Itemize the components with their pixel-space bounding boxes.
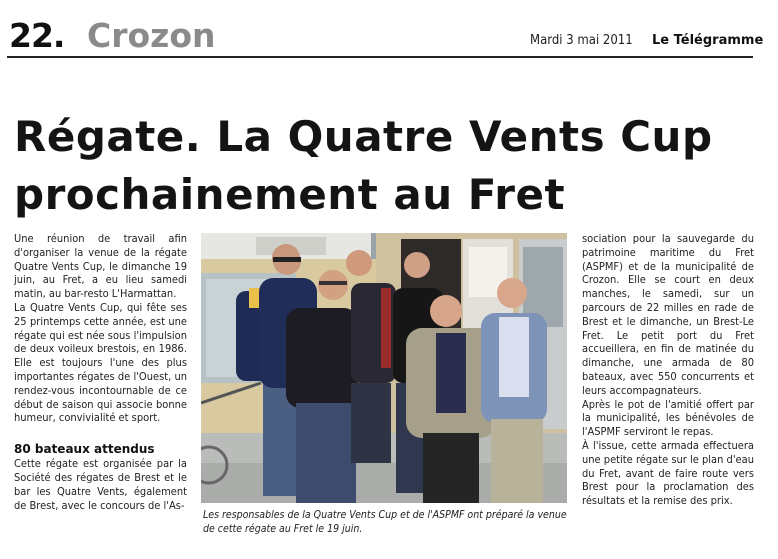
paragraph: Après le pot de l'amitié offert par la municipalité, les bénévoles de l'ASPMF serviront le repas. xyxy=(582,397,754,439)
paragraph: À l'issue, cette armada effectuera une petite régate sur le plan d'eau du Fret, avant de faire route vers Brest pour la proclamation des résultats et la remise des prix. xyxy=(582,438,754,508)
article-headline xyxy=(14,108,754,224)
header-rule xyxy=(7,56,753,58)
paragraph: Cette régate est organisée par la Société des régates de Brest et le bar les Quatre Vents, également de Brest, avec le concours de l'As- xyxy=(14,457,187,512)
headline-line-1: Régate. La Quatre Vents Cup xyxy=(14,112,713,161)
paragraph: La Quatre Vents Cup, qui fête ses 25 printemps cette année, est une régate qui est née sous l'impulsion de deux voileux brestois, en 1986. Elle est toujours l'une des plus importantes régates de l'Ouest, un rendez-vous incontournable de ce début de saison qui associe bonne humeur, convivialité et sport. xyxy=(14,300,187,425)
publication-date: Mardi 3 mai 2011 xyxy=(530,33,633,48)
right-column xyxy=(582,232,754,508)
newspaper-name: Le Télégramme xyxy=(652,33,764,48)
page-number: 22. xyxy=(9,16,65,55)
headline-line-2: prochainement au Fret xyxy=(14,170,566,219)
subheading: 80 bateaux attendus xyxy=(14,442,155,457)
left-column xyxy=(14,232,187,512)
photo-caption: Les responsables de la Quatre Vents Cup et de l'ASPMF ont préparé la venue de cette régate au Fret le 19 juin. xyxy=(203,509,567,535)
photo-illustration xyxy=(201,233,567,503)
section-title: Crozon xyxy=(87,16,216,55)
paragraph: Une réunion de travail afin d'organiser la venue de la régate Quatre Vents Cup, le dimanche 19 juin, au Fret, a eu lieu samedi matin, au bar-resto L'Harmattan. xyxy=(14,232,187,301)
paragraph: sociation pour la sauvegarde du patrimoine maritime du Fret (ASPMF) et de la municipalité de Crozon. Elle se court en deux manches, le samedi, sur un parcours de 22 milles en rade de Brest et le dimanche, un Brest-Le Fret. Le petit port du Fret accueillera, en fin de matinée du dimanche, une armada de 80 bateaux, avec 550 concurrents et leurs accompagnateurs. xyxy=(582,232,754,397)
group-photo xyxy=(201,233,567,503)
